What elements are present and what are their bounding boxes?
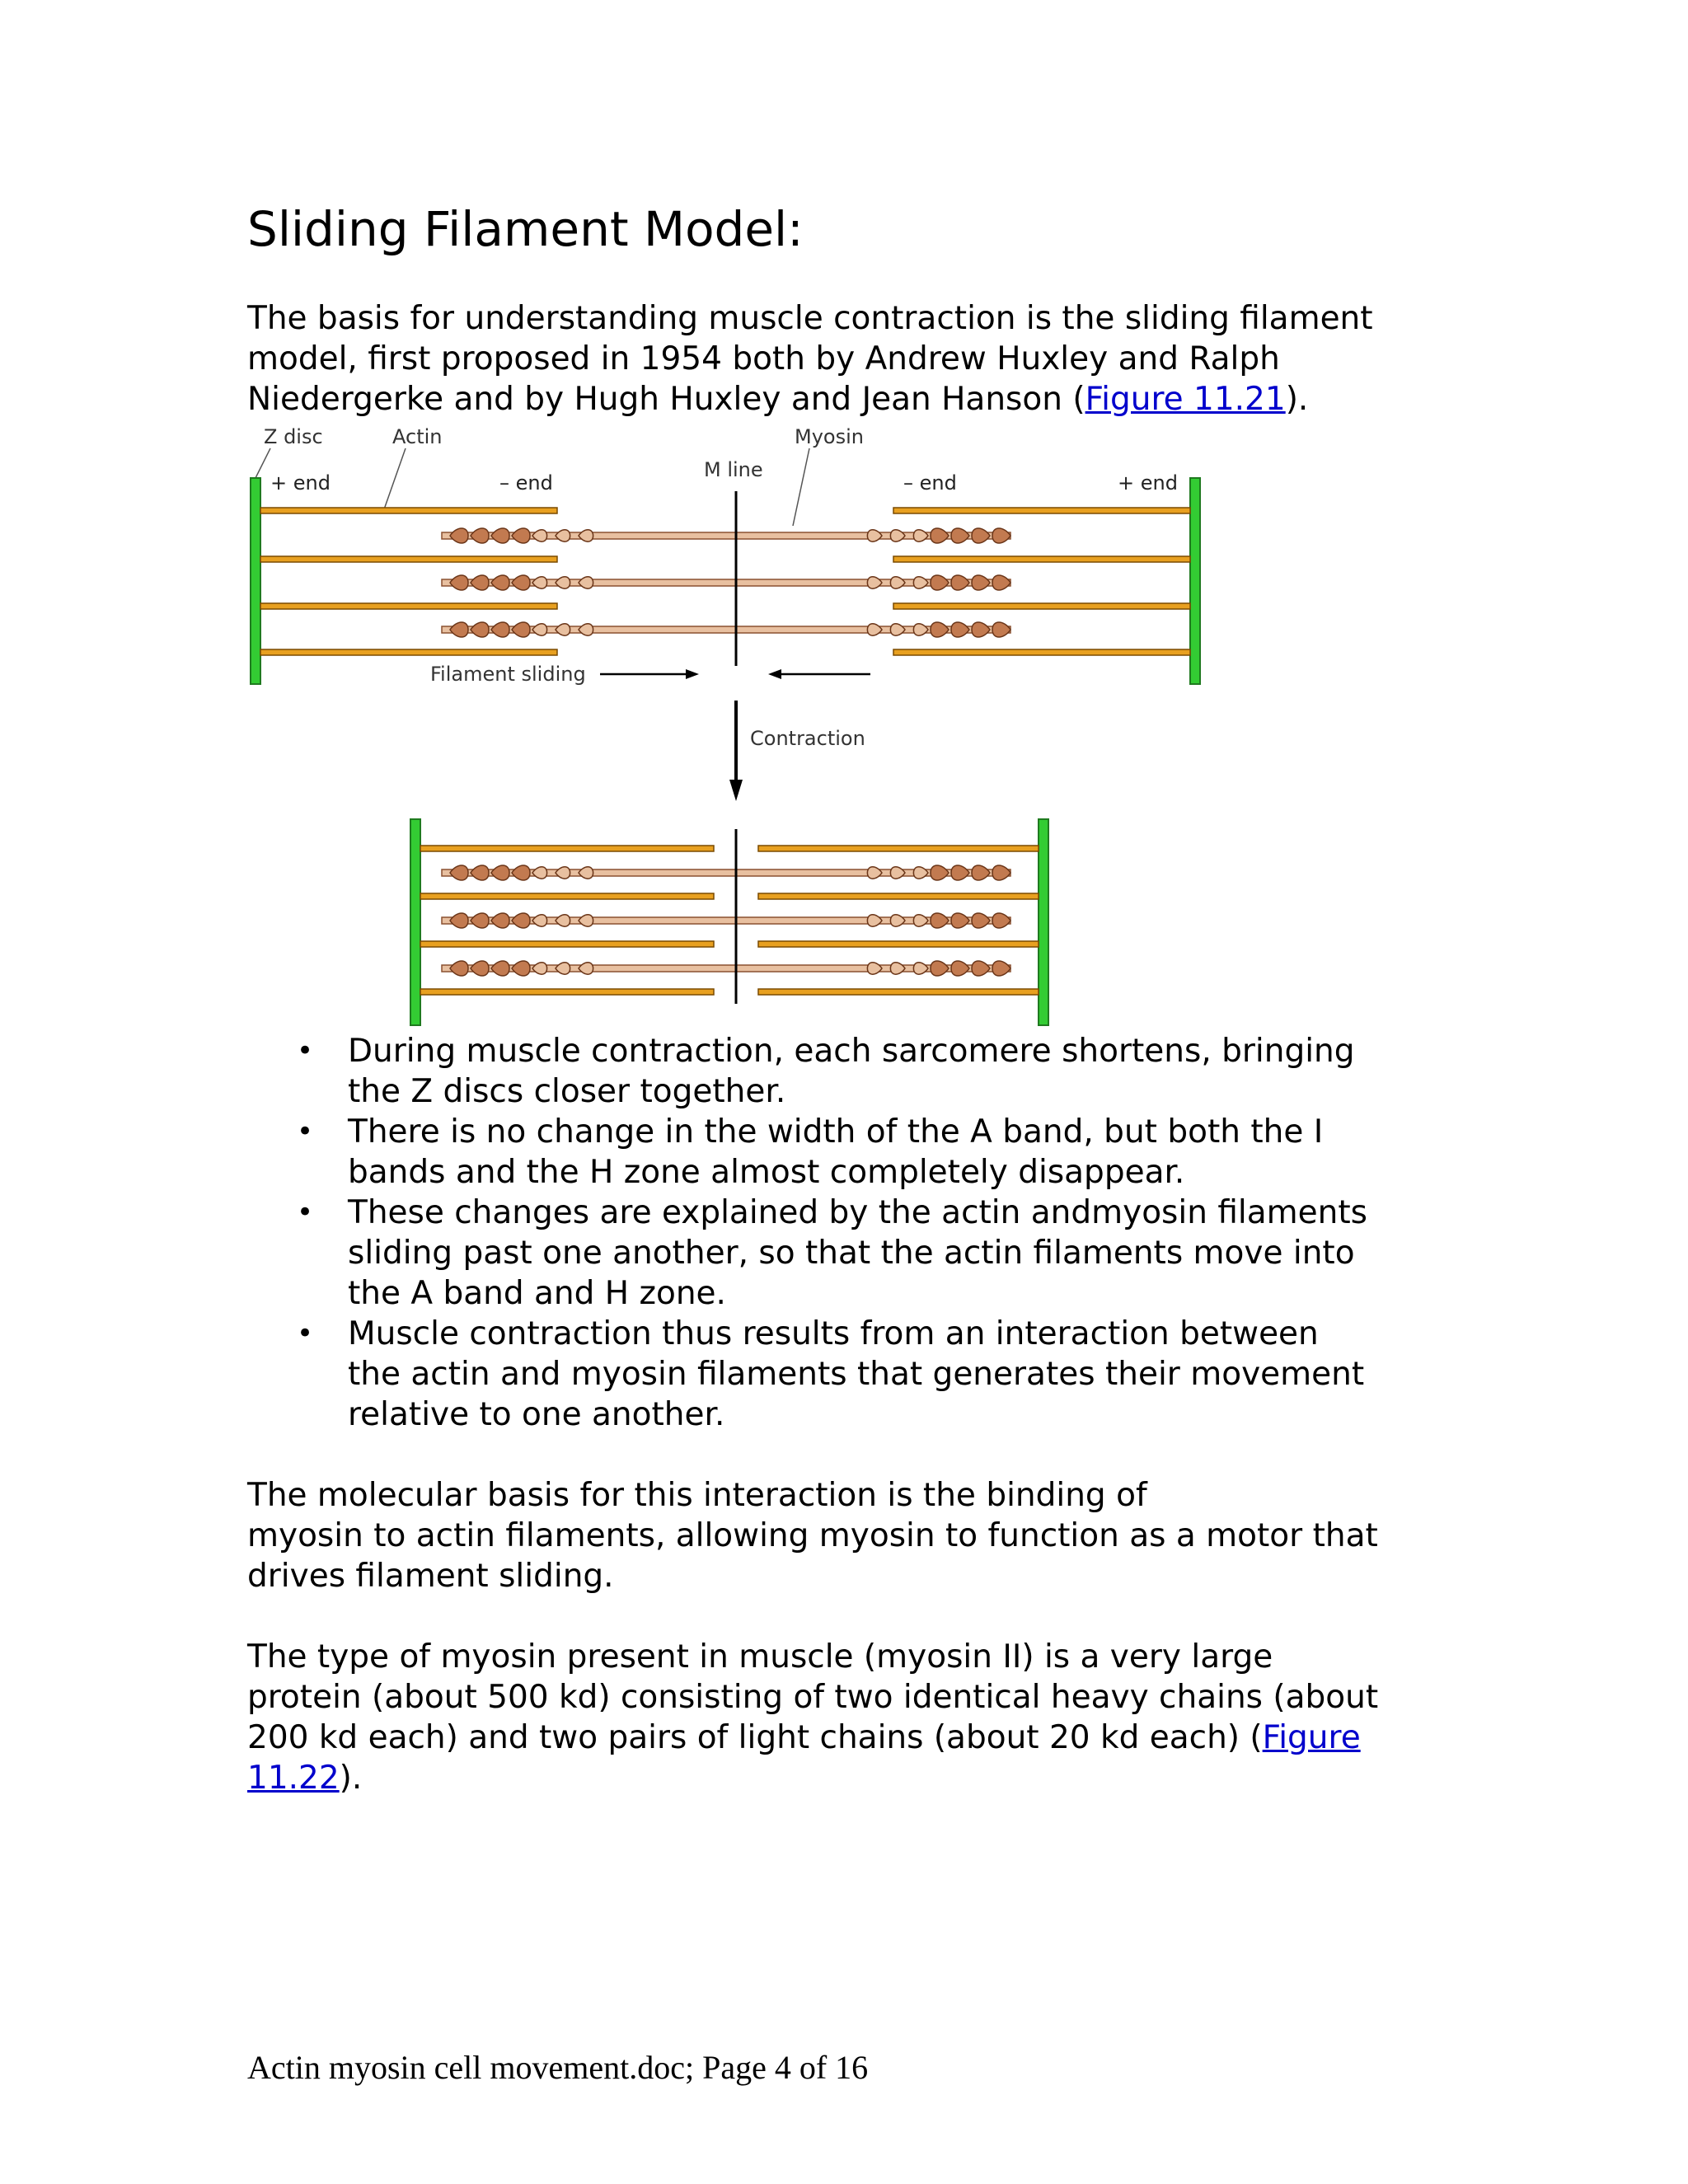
- myosin-head: [512, 575, 530, 590]
- myosin-head: [913, 577, 928, 588]
- bullet-line: relative to one another.: [348, 1396, 725, 1433]
- myosin-head: [532, 530, 547, 541]
- myosin-head: [992, 575, 1010, 590]
- myosin-head: [579, 530, 593, 541]
- myosin-head: [972, 622, 990, 637]
- intro-line-2: model, first proposed in 1954 both by Andrew Huxley and Ralph: [247, 340, 1280, 377]
- myosin-head: [491, 528, 509, 543]
- page-title: Sliding Filament Model:: [247, 201, 804, 257]
- myosin-head: [951, 865, 969, 880]
- myosin-head: [556, 915, 570, 926]
- myosin-head: [867, 530, 882, 541]
- myosin-head: [491, 575, 509, 590]
- bullet-dot: •: [297, 1196, 314, 1229]
- myosin-head: [491, 622, 509, 637]
- bullet-line: There is no change in the width of the A band, but both the I: [348, 1113, 1324, 1151]
- myosin-head: [579, 577, 593, 588]
- bullet-line: Muscle contraction thus results from an interaction between: [348, 1315, 1319, 1352]
- sliding-arrowhead-right: [686, 669, 699, 679]
- bullet-line: the A band and H zone.: [348, 1275, 726, 1312]
- myosin-head: [471, 865, 489, 880]
- myosin-head: [471, 622, 489, 637]
- contraction-label: Contraction: [750, 727, 865, 750]
- myosin-head: [556, 577, 570, 588]
- myosin-head: [867, 577, 882, 588]
- myosin-head: [951, 575, 969, 590]
- para3-line-4: [247, 1758, 1378, 1798]
- actin-label: Actin: [392, 425, 443, 448]
- myosin-head: [992, 961, 1010, 976]
- myosin-head: [913, 867, 928, 879]
- bullet-line: the actin and myosin filaments that generates their movement: [348, 1356, 1365, 1393]
- z-disc-label: Z disc: [264, 425, 323, 448]
- bullet-dot: •: [297, 1115, 314, 1148]
- para2-line-1: The molecular basis for this interaction is the binding of: [247, 1477, 1147, 1514]
- z-disc-leader: [256, 448, 270, 478]
- bullet-list: [247, 1031, 1367, 1435]
- myosin-head: [556, 963, 570, 974]
- myosin-head: [931, 961, 949, 976]
- myosin-head: [913, 530, 928, 541]
- relaxed-sarcomere: [251, 478, 1200, 684]
- m-line-label: M line: [704, 458, 763, 481]
- filament-sliding-label: Filament sliding: [430, 663, 586, 686]
- myosin-head: [556, 624, 570, 635]
- myosin-head: [890, 530, 905, 541]
- myosin-head: [532, 867, 547, 879]
- myosin-head: [491, 865, 509, 880]
- bullet-item: [247, 1193, 1367, 1314]
- myosin-head: [491, 961, 509, 976]
- z-disc-right-contracted: [1039, 819, 1048, 1025]
- myosin-head: [951, 528, 969, 543]
- figure-11-22-link-part2[interactable]: 11.22: [247, 1760, 340, 1797]
- z-disc-left: [251, 478, 260, 684]
- figure-11-22-link-part1[interactable]: Figure: [1262, 1719, 1361, 1756]
- z-disc-left-contracted: [410, 819, 420, 1025]
- bullet-line: During muscle contraction, each sarcomere shortens, bringing: [348, 1033, 1355, 1070]
- myosin-head: [931, 865, 949, 880]
- myosin-head: [450, 961, 468, 976]
- myosin-head: [579, 963, 593, 974]
- contraction-arrowhead: [729, 780, 743, 801]
- myosin-label: Myosin: [795, 425, 864, 448]
- myosin-head: [992, 528, 1010, 543]
- para3-line-1: The type of myosin present in muscle (myosin II) is a very large: [247, 1638, 1273, 1675]
- myosin-head: [931, 575, 949, 590]
- myosin-head: [951, 913, 969, 928]
- myosin-head: [951, 961, 969, 976]
- minus-end-left-label: – end: [499, 471, 553, 494]
- molecular-basis-paragraph: [247, 1475, 1378, 1596]
- myosin-head: [972, 575, 990, 590]
- myosin-head: [972, 865, 990, 880]
- myosin-head: [471, 913, 489, 928]
- intro-line-1: The basis for understanding muscle contraction is the sliding filament: [247, 300, 1373, 337]
- contracted-sarcomere: [410, 819, 1048, 1025]
- myosin-head: [867, 867, 882, 879]
- myosin-head: [992, 913, 1010, 928]
- myosin-head: [931, 622, 949, 637]
- intro-line-3-close: ).: [1285, 381, 1309, 418]
- figure-11-21-link[interactable]: Figure 11.21: [1085, 381, 1286, 418]
- myosin-head: [972, 913, 990, 928]
- myosin-head: [931, 528, 949, 543]
- myosin-head: [512, 961, 530, 976]
- z-disc-right: [1190, 478, 1200, 684]
- para3-line-3-text: 200 kd each) and two pairs of light chains (about 20 kd each) (: [247, 1719, 1263, 1756]
- myosin-head: [867, 624, 882, 635]
- myosin-head: [450, 865, 468, 880]
- myosin-type-paragraph: [247, 1637, 1378, 1798]
- myosin-head: [890, 577, 905, 588]
- para3-line-4-close: ).: [339, 1760, 363, 1797]
- myosin-head: [491, 913, 509, 928]
- myosin-head: [972, 961, 990, 976]
- para2-line-2: myosin to actin filaments, allowing myosin to function as a motor that: [247, 1517, 1378, 1554]
- myosin-head: [972, 528, 990, 543]
- myosin-head: [931, 913, 949, 928]
- myosin-head: [890, 624, 905, 635]
- sliding-arrowhead-left: [768, 669, 781, 679]
- bullet-item: [247, 1112, 1367, 1193]
- myosin-head: [532, 577, 547, 588]
- myosin-head: [579, 867, 593, 879]
- myosin-head: [450, 622, 468, 637]
- plus-end-right-label: + end: [1118, 471, 1178, 494]
- myosin-head: [867, 963, 882, 974]
- myosin-head: [471, 961, 489, 976]
- myosin-head: [951, 622, 969, 637]
- myosin-head: [450, 575, 468, 590]
- myosin-head: [579, 915, 593, 926]
- plus-end-left-label: + end: [270, 471, 331, 494]
- myosin-head: [890, 915, 905, 926]
- actin-leader: [384, 448, 406, 509]
- bullet-item: [247, 1031, 1367, 1112]
- myosin-head: [512, 865, 530, 880]
- myosin-leader: [793, 448, 809, 526]
- myosin-head: [512, 528, 530, 543]
- bullet-line: the Z discs closer together.: [348, 1073, 786, 1110]
- myosin-head: [450, 913, 468, 928]
- para2-line-3: drives filament sliding.: [247, 1558, 614, 1595]
- page-footer: Actin myosin cell movement.doc; Page 4 of 16: [247, 2049, 869, 2086]
- myosin-head: [913, 624, 928, 635]
- myosin-head: [867, 915, 882, 926]
- intro-paragraph: [247, 298, 1373, 419]
- myosin-head: [579, 624, 593, 635]
- bullet-dot: •: [297, 1317, 314, 1350]
- myosin-head: [913, 963, 928, 974]
- intro-line-3: [247, 379, 1373, 419]
- myosin-head: [512, 913, 530, 928]
- myosin-head: [913, 915, 928, 926]
- bullet-item: [247, 1314, 1367, 1435]
- minus-end-right-label: – end: [903, 471, 957, 494]
- bullet-line: sliding past one another, so that the actin filaments move into: [348, 1235, 1355, 1272]
- myosin-head: [532, 915, 547, 926]
- myosin-head: [471, 528, 489, 543]
- myosin-head: [556, 530, 570, 541]
- myosin-head: [450, 528, 468, 543]
- myosin-head: [556, 867, 570, 879]
- para3-line-2: protein (about 500 kd) consisting of two identical heavy chains (about: [247, 1679, 1379, 1716]
- myosin-head: [890, 867, 905, 879]
- myosin-head: [532, 963, 547, 974]
- myosin-head: [890, 963, 905, 974]
- intro-line-3-text: Niedergerke and by Hugh Huxley and Jean Hanson (: [247, 381, 1085, 418]
- myosin-head: [992, 865, 1010, 880]
- sliding-filament-figure: [244, 420, 1217, 1030]
- myosin-head: [471, 575, 489, 590]
- bullet-line: bands and the H zone almost completely disappear.: [348, 1154, 1185, 1191]
- myosin-head: [512, 622, 530, 637]
- bullet-dot: •: [297, 1034, 314, 1067]
- myosin-head: [532, 624, 547, 635]
- para3-line-3: [247, 1718, 1378, 1758]
- bullet-line: These changes are explained by the actin andmyosin filaments: [348, 1194, 1367, 1231]
- myosin-head: [992, 622, 1010, 637]
